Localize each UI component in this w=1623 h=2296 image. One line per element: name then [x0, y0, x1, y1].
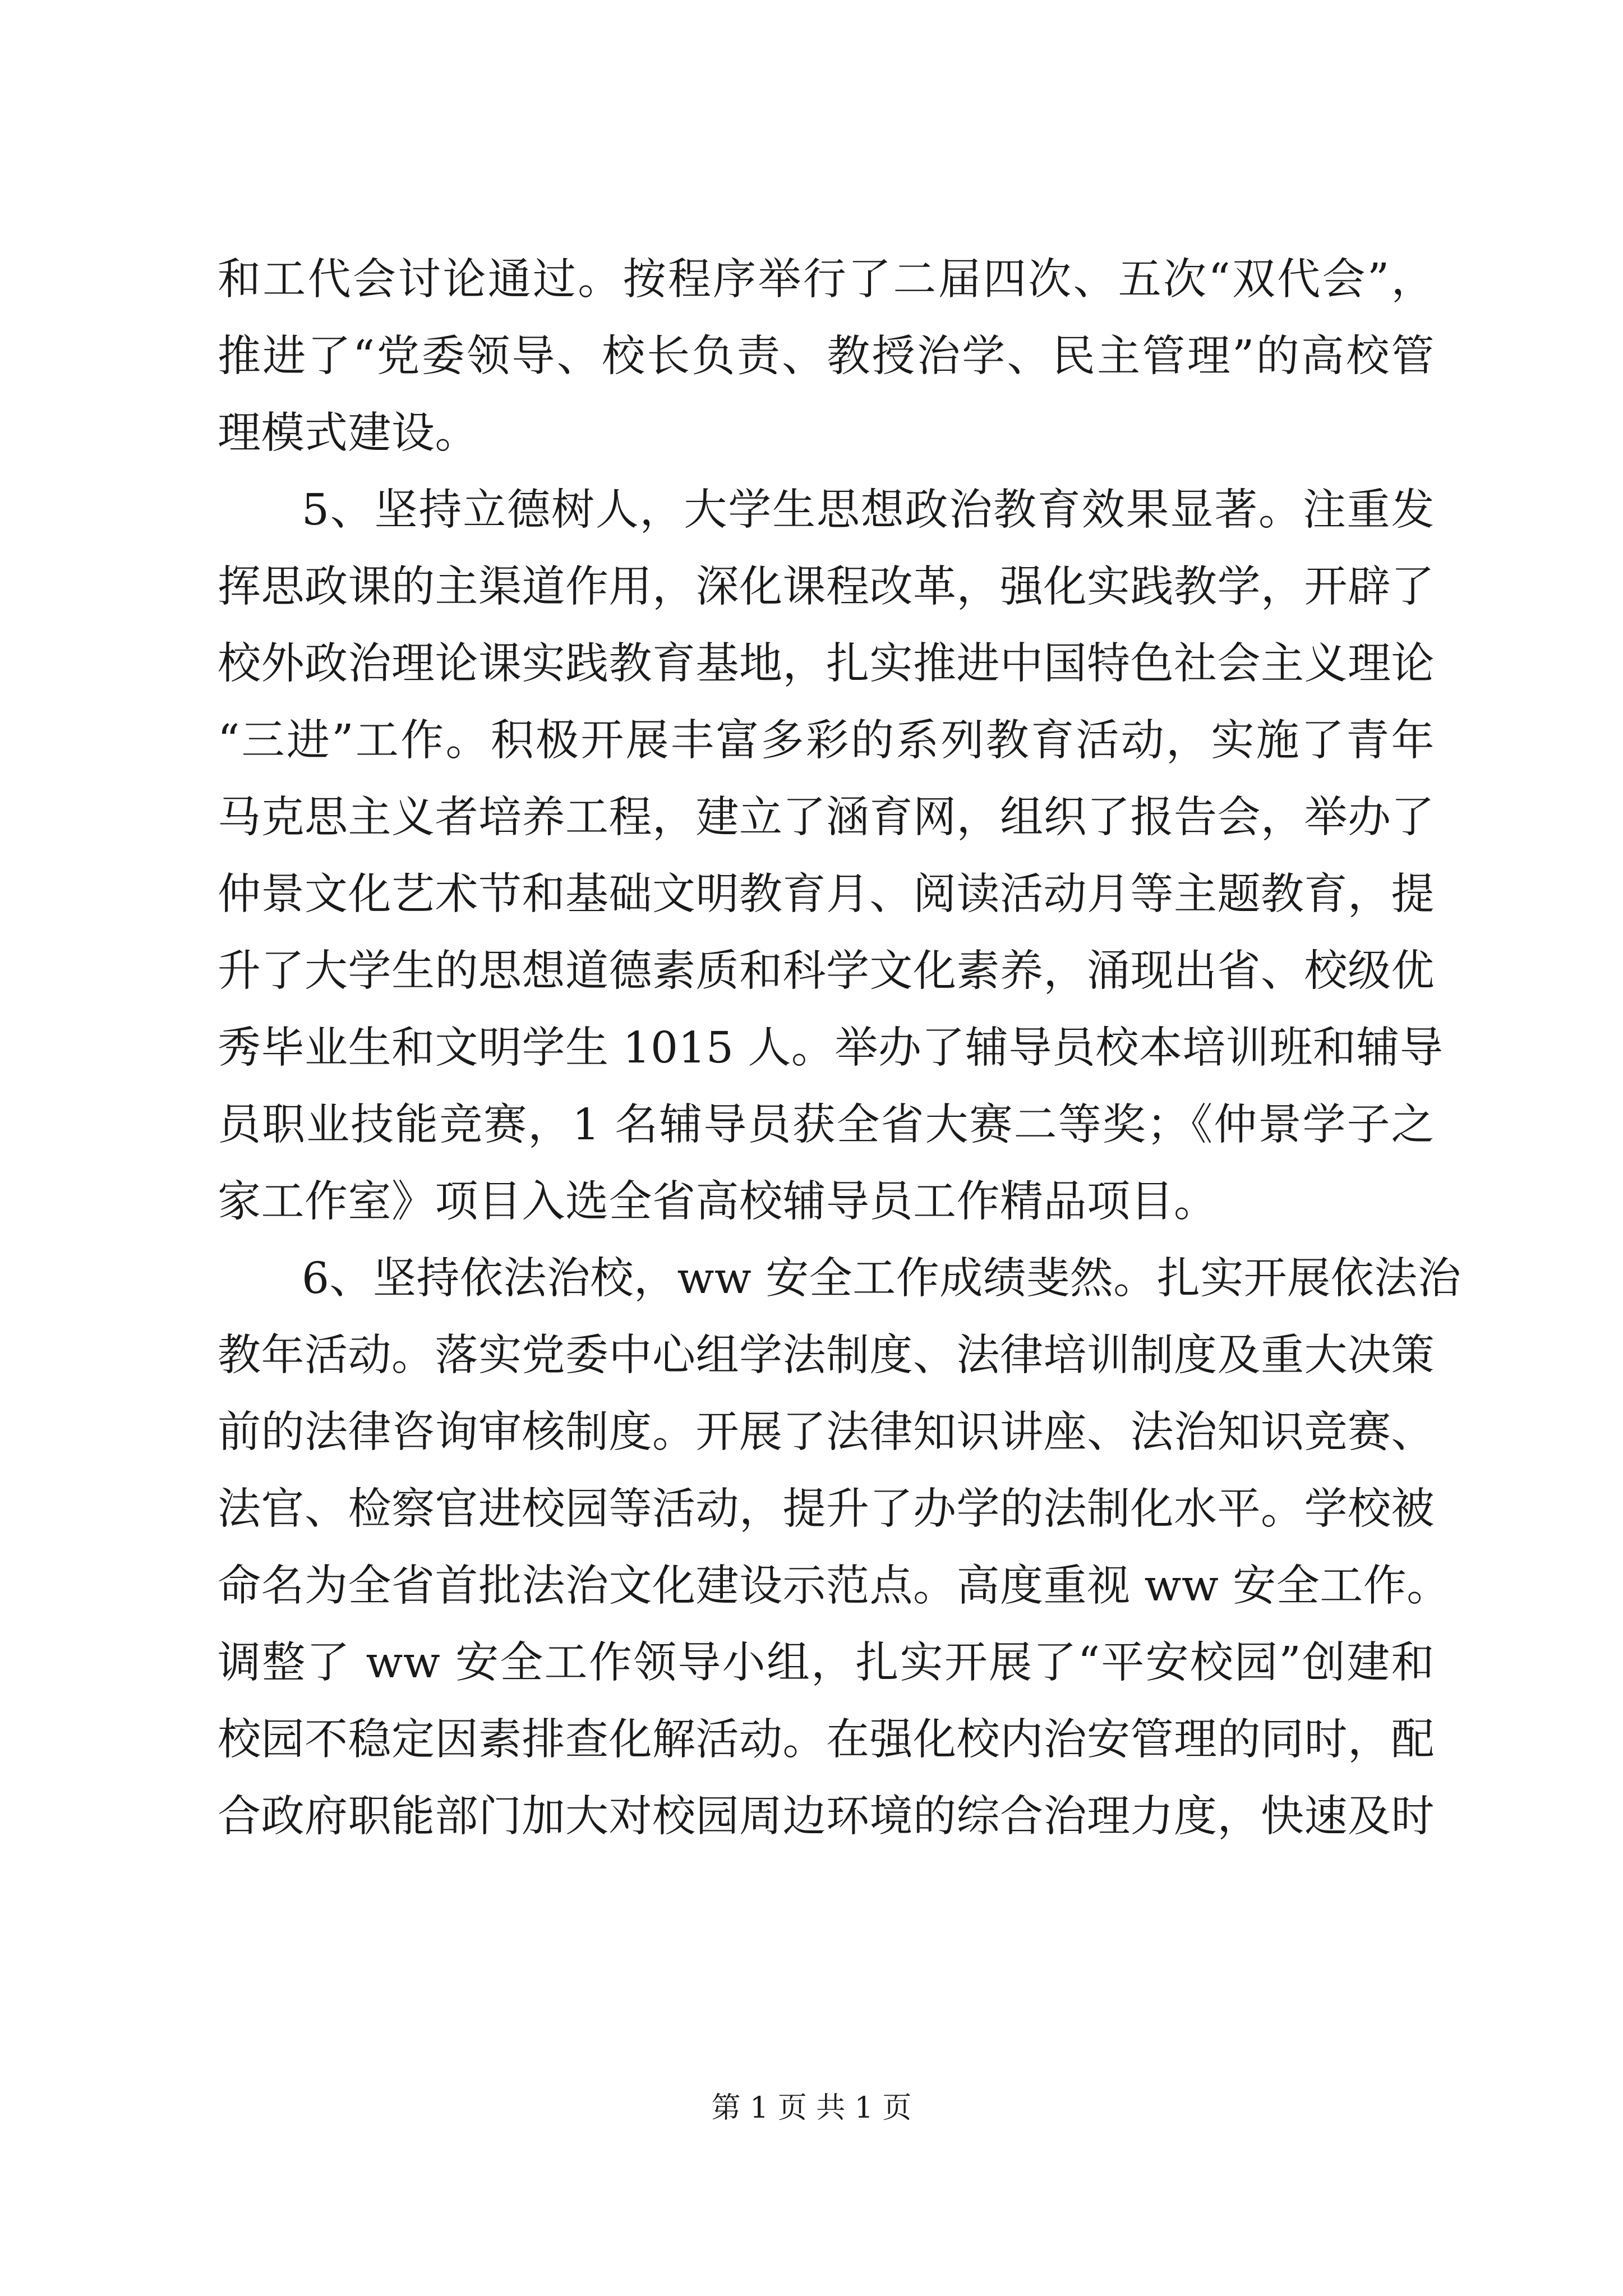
page-footer: 第 1 页 共 1 页 [711, 2091, 912, 2125]
text-line: 挥思政课的主渠道作用，深化课程改革，强化实践教学，开辟了 [218, 562, 1435, 612]
text-line: 仲景文化艺术节和基础文明教育月、阅读活动月等主题教育，提 [218, 869, 1435, 919]
text-line: 马克思主义者培养工程，建立了涵育网，组织了报告会，举办了 [218, 793, 1435, 843]
text-line: 调整了 ww 安全工作领导小组，扎实开展了“平安校园”创建和 [218, 1638, 1435, 1688]
text-line: 校园不稳定因素排查化解活动。在强化校内治安管理的同时，配 [218, 1715, 1435, 1765]
text-line: 命名为全省首批法治文化建设示范点。高度重视 ww 安全工作。 [218, 1561, 1450, 1611]
text-line: 理模式建设。 [218, 408, 478, 458]
text-line: 教年活动。落实党委中心组学法制度、法律培训制度及重大决策 [218, 1331, 1435, 1381]
text-line: 推进了“党委领导、校长负责、教授治学、民主管理”的高校管 [218, 332, 1435, 381]
text-line: “三进”工作。积极开展丰富多彩的系列教育活动，实施了青年 [218, 716, 1435, 766]
text-line: 前的法律咨询审核制度。开展了法律知识讲座、法治知识竞赛、 [218, 1407, 1435, 1457]
text-line: 秀毕业生和文明学生 1015 人。举办了辅导员校本培训班和辅导 [218, 1023, 1444, 1073]
text-line: 员职业技能竞赛，1 名辅导员获全省大赛二等奖；《仲景学子之 [218, 1100, 1435, 1150]
text-line: 家工作室》项目入选全省高校辅导员工作精品项目。 [218, 1177, 1218, 1227]
paragraph-start-line: 5、坚持立德树人，大学生思想政治教育效果显著。注重发 [302, 485, 1435, 535]
text-line: 升了大学生的思想道德素质和科学文化素养，涌现出省、校级优 [218, 946, 1435, 996]
text-line: 合政府职能部门加大对校园周边环境的综合治理力度，快速及时 [218, 1792, 1435, 1842]
text-line: 和工代会讨论通过。按程序举行了二届四次、五次“双代会”， [218, 255, 1435, 305]
text-line: 校外政治理论课实践教育基地，扎实推进中国特色社会主义理论 [218, 639, 1435, 689]
document-body [218, 241, 1461, 1855]
paragraph-start-line: 6、坚持依法治校，ww 安全工作成绩斐然。扎实开展依法治 [302, 1254, 1461, 1304]
text-line: 法官、检察官进校园等活动，提升了办学的法制化水平。学校被 [218, 1484, 1435, 1534]
